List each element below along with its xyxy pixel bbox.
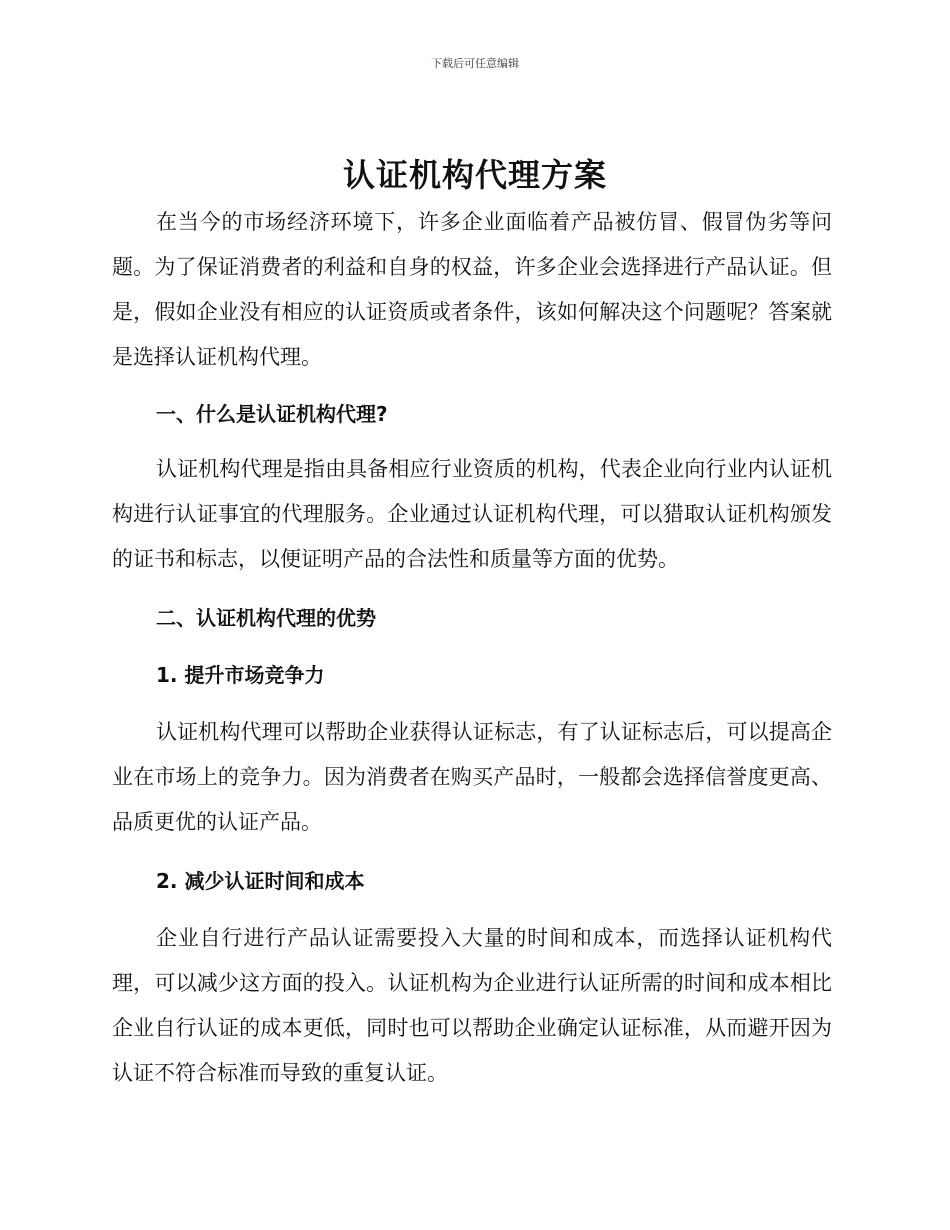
item2-heading: 2. 减少认证时间和成本 [156, 869, 365, 893]
section1-paragraph: 认证机构代理是指由具备相应行业资质的机构，代表企业向行业内认证机构进行认证事宜的代理服务。企业通过认证机构代理，可以猎取认证机构颁发的证书和标志，以便证明产品的合法性和质量等方面的优势。 [112, 457, 832, 571]
item2-paragraph: 企业自行进行产品认证需要投入大量的时间和成本，而选择认证机构代理，可以减少这方面的投入。认证机构为企业进行认证所需的时间和成本相比企业自行认证的成本更低，同时也可以帮助企业确定认证标准，从而避开因为认证不符合标准而导致的重复认证。 [112, 926, 832, 1085]
section1-heading: 一、什么是认证机构代理? [156, 402, 388, 426]
section2-heading: 二、认证机构代理的优势 [156, 606, 376, 630]
header-note: 下载后可任意编辑 [431, 57, 519, 70]
document-title: 认证机构代理方案 [342, 156, 607, 194]
item1-heading: 1. 提升市场竞争力 [156, 663, 325, 687]
item1-paragraph: 认证机构代理可以帮助企业获得认证标志，有了认证标志后，可以提高企业在市场上的竞争力。因为消费者在购买产品时，一般都会选择信誉度更高、品质更优的认证产品。 [112, 720, 832, 834]
intro-paragraph: 在当今的市场经济环境下，许多企业面临着产品被仿冒、假冒伪劣等问题。为了保证消费者的利益和自身的权益，许多企业会选择进行产品认证。但是，假如企业没有相应的认证资质或者条件，该如何解决这个问题呢？答案就是选择认证机构代理。 [112, 210, 832, 369]
